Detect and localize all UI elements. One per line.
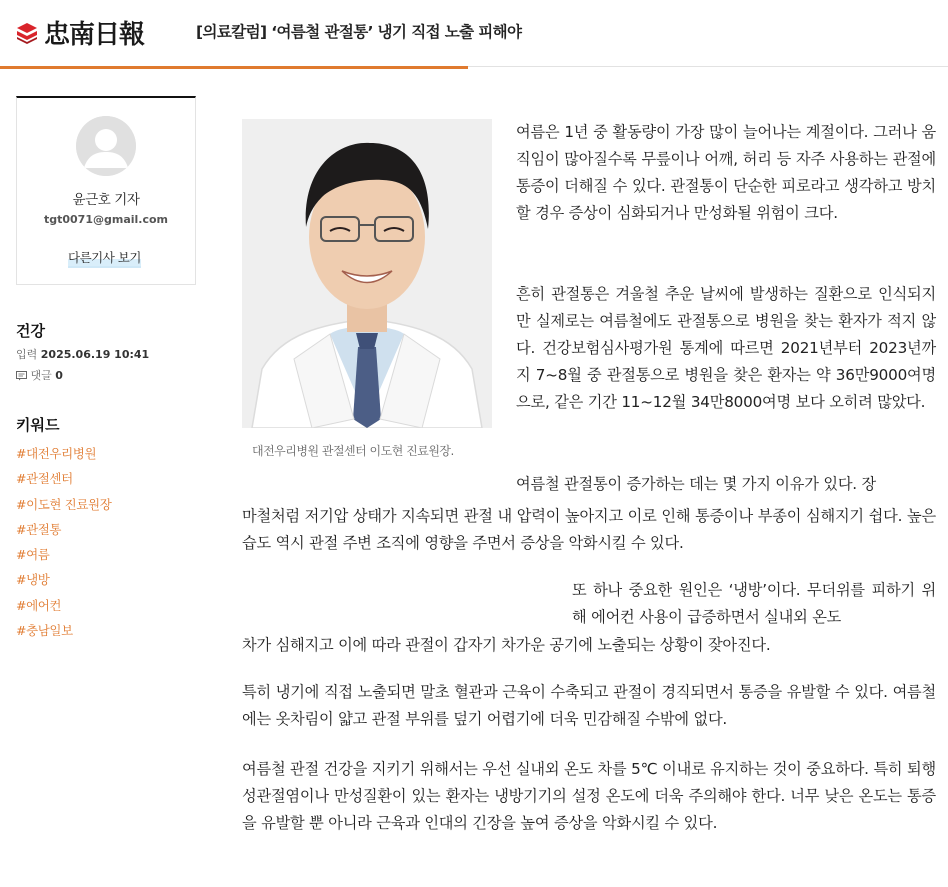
keyword-item[interactable]: #에어컨 — [16, 597, 62, 613]
keyword-item[interactable]: #여름 — [16, 547, 50, 563]
comment-count[interactable] — [16, 367, 63, 383]
article-section[interactable]: 건강 — [16, 322, 45, 340]
input-date — [16, 346, 149, 362]
comments-label: 댓글 — [30, 369, 52, 382]
keyword-item[interactable]: #충남일보 — [16, 623, 73, 639]
article-paragraph: 여름철 관절 건강을 지키기 위해서는 우선 실내외 온도 차를 5℃ 이내로 유지하는 것이 중요하다. 특히 퇴행성관절염이나 만성질환이 있는 환자는 냉방기기의 설정 온도에 더욱 주의해야 한다. 너무 낮은 온도는 통증을 유발할 뿐 아니라 근육과 인대의 긴장을 높여 증상을 악화시킬 수 있다. — [242, 760, 936, 832]
author-name: 윤근호 기자 — [72, 192, 140, 208]
article-paragraph: 또 하나 중요한 원인은 ‘냉방’이다. 무더위를 피하기 위해 에어컨 사용이 급증하면서 실내외 온도 — [572, 581, 936, 626]
site-logo[interactable] — [16, 14, 144, 51]
keyword-item[interactable]: #관절센터 — [16, 471, 73, 487]
article-paragraph: 마철처럼 저기압 상태가 지속되면 관절 내 압력이 높아지고 이로 인해 통증이나 부종이 심해지기 쉽다. 높은 습도 역시 관절 주변 조직에 영향을 주면서 증상을 악화시킬 수 있다. — [242, 507, 936, 552]
article-photo[interactable] — [242, 119, 492, 428]
logo-text: 忠南日報 — [44, 20, 145, 50]
logo-mark-icon — [16, 22, 38, 44]
person-avatar-icon — [76, 116, 136, 176]
input-label: 입력 — [16, 348, 38, 361]
input-datetime: 2025.06.19 10:41 — [40, 348, 150, 361]
keyword-item[interactable]: #관절통 — [16, 521, 62, 537]
comments-count: 0 — [55, 369, 63, 382]
more-articles-link[interactable]: 다른기사 보기 — [68, 248, 141, 268]
article-paragraph: 여름은 1년 중 활동량이 가장 많이 늘어나는 계절이다. 그러나 움직임이 많아질수록 무릎이나 어깨, 허리 등 자주 사용하는 관절에 통증이 더해질 수 있다. 관절통이 단순한 피로라고 생각하고 방치할 경우 증상이 심화되거나 만성화될 위험이 크다. — [516, 123, 936, 222]
keyword-item[interactable]: #냉방 — [16, 572, 50, 588]
keywords-title: 키워드 — [16, 416, 60, 434]
keyword-list — [16, 444, 111, 646]
author-email[interactable]: tgt0071@gmail.com — [43, 213, 169, 226]
keyword-item[interactable]: #이도현 진료원장 — [16, 496, 112, 512]
photo-caption: 대전우리병원 관절센터 이도현 진료원장. — [252, 444, 454, 458]
article-paragraph: 흔히 관절통은 겨울철 추운 날씨에 발생하는 질환으로 인식되지만 실제로는 여름철에도 관절통으로 병원을 찾는 환자가 적지 않다. 건강보험심사평가원 통계에 따르면 2021년부터 2023년까지 7~8월 중 관절통으로 병원을 찾은 환자는 약 36만9000여명으로, 같은 기간 11~12월 34만8000여명 보다 오히려 많았다. — [516, 285, 936, 411]
sidebar — [16, 96, 196, 639]
article-paragraph: 특히 냉기에 직접 노출되면 말초 혈관과 근육이 수축되고 관절이 경직되면서 통증을 유발할 수 있다. 여름철에는 옷차림이 얇고 관절 부위를 덮기 어렵기에 더욱 민감해질 수밖에 없다. — [242, 683, 936, 728]
site-header — [0, 0, 948, 66]
comment-icon — [16, 371, 27, 381]
keyword-item[interactable]: #대전우리병원 — [16, 446, 97, 461]
article-paragraph: 여름철 관절통이 증가하는 데는 몇 가지 이유가 있다. 장 — [516, 475, 877, 493]
article-paragraph: 차가 심해지고 이에 따라 관절이 갑자기 차가운 공기에 노출되는 상황이 잦아진다. — [242, 636, 771, 654]
article-headline: [의료칼럼] ‘여름철 관절통’ 냉기 직접 노출 피해야 — [196, 23, 522, 41]
author-card — [16, 96, 196, 285]
scroll-progress-bar — [0, 66, 468, 69]
